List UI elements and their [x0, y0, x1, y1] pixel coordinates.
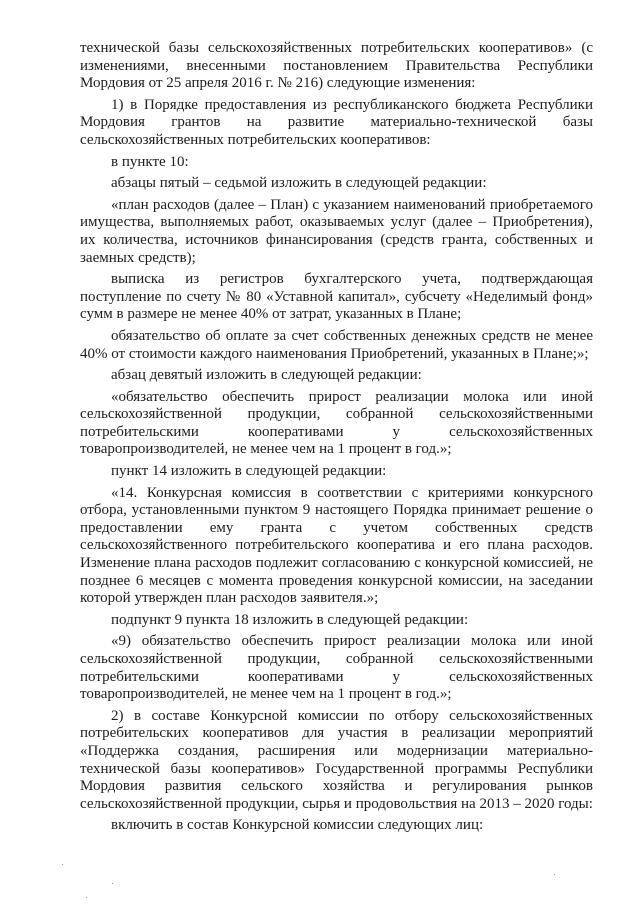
paragraph-abzats-5-7: абзацы пятый – седьмой изложить в следующей редакции: [111, 175, 487, 192]
paragraph-obyazatelstvo-oplata: обязательство об оплате за счет собственных денежных средств не менее 40% от стоимости каждого наименования Приобретений, указанных в Плане;»; [80, 327, 593, 362]
paragraph-vypiska: выписка из регистров бухгалтерского учета, подтверждающая поступление по счету № 80 «Уставной капитал», субсчету «Неделимый фонд» сумм в размере не менее 40% от затрат, указанных в Плане; [80, 271, 593, 323]
paragraph-point-10: в пункте 10: [111, 153, 189, 170]
paragraph-abzats-9: абзац девятый изложить в следующей редакции: [111, 367, 422, 384]
paragraph-item-1: 1) в Порядке предоставления из республиканского бюджета Республики Мордовия грантов на развитие материально-технической базы сельскохозяйственных потребительских кооперативов: [80, 96, 593, 148]
paragraph-plan: «план расходов (далее – План) с указанием наименований приобретаемого имущества, выполняемых работ, оказываемых услуг (далее – Приобретения), их количества, источников финансирования (средств гранта, собственных и заемных средств); [80, 196, 593, 266]
scan-speck [554, 874, 555, 875]
paragraph-continuation: технической базы сельскохозяйственных потребительских кооперативов» (с изменениями, внесенными постановлением Правительства Республики Мордовия от 25 апреля 2016 г. № 216) следующие изменения: [80, 40, 593, 92]
paragraph-subpoint-9-text: «9) обязательство обеспечить прирост реализации молока или иной сельскохозяйственной продукции, собранной сельскохозяйственными потребительскими кооперативами у сельскохозяйственных товаропроизводителей, не менее чем на 1 процент в год.»; [80, 633, 593, 703]
scan-speck [112, 883, 113, 884]
paragraph-include: включить в состав Конкурсной комиссии следующих лиц: [111, 817, 484, 834]
paragraph-obyazatelstvo-prirost: «обязательство обеспечить прирост реализации молока или иной сельскохозяйственной продукции, собранной сельскохозяйственными потребительскими кооперативами у сельскохозяйственных товаропроизводителей, не менее чем на 1 процент в год.»; [80, 388, 593, 458]
paragraph-item-2: 2) в составе Конкурсной комиссии по отбору сельскохозяйственных потребительских кооперативов для участия в реализации мероприятий «Поддержка создания, расширения или модернизации материально-технической базы кооперативов» Государственной программы Республики Мордовия развития сельского хозяйства и регулирования рынков сельскохозяйственной продукции, сырья и продовольствия на 2013 – 2020 годы: [80, 707, 593, 812]
scan-speck [86, 897, 87, 898]
scan-speck [62, 864, 63, 865]
paragraph-point-14-text: «14. Конкурсная комиссия в соответствии с критериями конкурсного отбора, установленными пунктом 9 настоящего Порядка принимает решение о предоставлении ему гранта с учетом собственных средств сельскохозяйственного потребительского кооператива и его плана расходов. Изменение плана расходов подлежит согласованию с конкурсной комиссией, не позднее 6 месяцев с момента проведения конкурсной комиссии, на заседании которой утвержден план расходов заявителя.»; [80, 484, 593, 607]
paragraph-subpoint-9: подпункт 9 пункта 18 изложить в следующей редакции: [111, 611, 469, 628]
paragraph-point-14: пункт 14 изложить в следующей редакции: [111, 463, 387, 480]
document-page [80, 40, 593, 835]
